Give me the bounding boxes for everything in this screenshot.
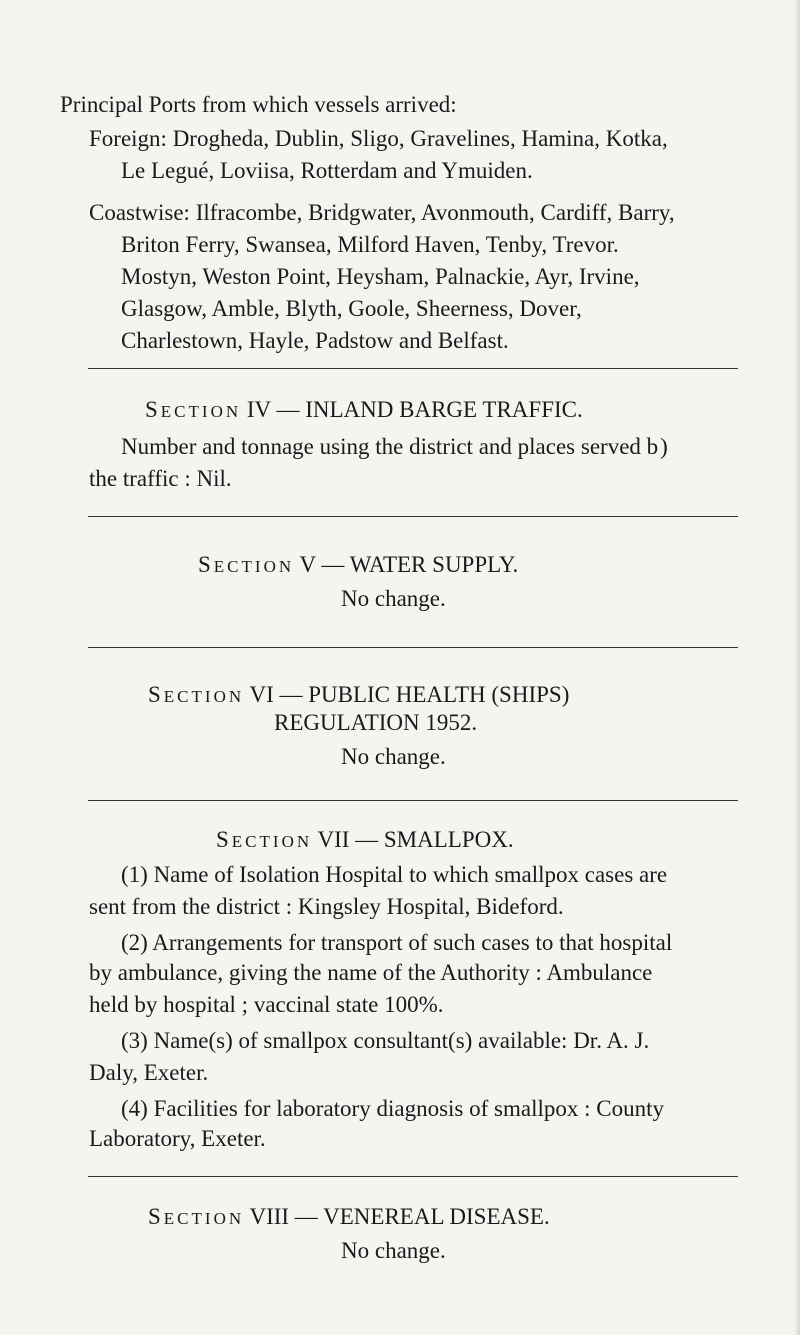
section-4-line-2: the traffic : Nil. xyxy=(89,466,232,491)
section-5-title: V — WATER SUPPLY. xyxy=(294,552,519,577)
divider xyxy=(88,516,738,517)
section-7-title: VII — SMALLPOX. xyxy=(312,827,514,852)
section-label-rest: ECTION xyxy=(160,402,242,421)
section-6-title-line-2: REGULATION 1952. xyxy=(274,710,478,735)
section-label-cap: S xyxy=(148,1204,164,1229)
section-label-rest: ECTION xyxy=(213,557,295,576)
section-8-title: VIII — VENEREAL DISEASE. xyxy=(244,1204,550,1229)
section-7-item-2-line-3: held by hospital ; vaccinal state 100%. xyxy=(89,992,444,1017)
section-4-heading xyxy=(145,395,583,427)
section-5-heading xyxy=(198,550,518,582)
coastwise-ports-line-1: Coastwise: Ilfracombe, Bridgwater, Avonmouth, Cardiff, Barry, xyxy=(89,200,675,225)
section-label-rest: ECTION xyxy=(163,687,245,706)
coastwise-ports-line-3: Mostyn, Weston Point, Heysham, Palnackie, Ayr, Irvine, xyxy=(121,264,640,289)
section-6-title: VI — PUBLIC HEALTH (SHIPS) xyxy=(244,682,570,707)
section-label-cap: S xyxy=(198,552,214,577)
divider xyxy=(88,647,738,648)
section-label-rest: ECTION xyxy=(231,832,313,851)
ports-heading: Principal Ports from which vessels arrived: xyxy=(60,92,457,117)
coastwise-ports-line-5: Charlestown, Hayle, Padstow and Belfast. xyxy=(121,328,509,353)
coastwise-ports-line-4: Glasgow, Amble, Blyth, Goole, Sheerness, Dover, xyxy=(121,296,582,321)
section-7-heading xyxy=(216,825,514,857)
foreign-ports-line-2: Le Legué, Loviisa, Rotterdam and Ymuiden. xyxy=(121,158,533,183)
page-edge-shadow xyxy=(794,0,800,1335)
section-7-item-2-line-2: by ambulance, giving the name of the Authority : Ambulance xyxy=(89,960,653,985)
section-4-title: IV — INLAND BARGE TRAFFIC. xyxy=(241,397,583,422)
section-4-line-1: Number and tonnage using the district and places served b ) xyxy=(121,434,668,459)
section-label-cap: S xyxy=(145,397,161,422)
section-5-line-1: No change. xyxy=(341,586,446,611)
section-7-item-4-line-2: Laboratory, Exeter. xyxy=(89,1126,266,1151)
section-7-item-3-line-1: (3) Name(s) of smallpox consultant(s) available: Dr. A. J. xyxy=(121,1028,650,1053)
divider xyxy=(88,800,738,801)
section-7-item-1-line-2: sent from the district : Kingsley Hospital, Bideford. xyxy=(89,894,564,919)
coastwise-ports-line-2: Briton Ferry, Swansea, Milford Haven, Tenby, Trevor. xyxy=(121,232,619,257)
section-7-item-3-line-2: Daly, Exeter. xyxy=(89,1060,209,1085)
section-6-line-1: No change. xyxy=(341,744,446,769)
section-7-item-1-line-1: (1) Name of Isolation Hospital to which smallpox cases are xyxy=(121,862,668,887)
section-7-item-4-line-1: (4) Facilities for laboratory diagnosis of smallpox : County xyxy=(121,1096,664,1121)
section-label-cap: S xyxy=(148,682,164,707)
section-label-rest: ECTION xyxy=(163,1209,245,1228)
section-7-item-2-line-1: (2) Arrangements for transport of such cases to that hospital xyxy=(121,930,673,955)
divider xyxy=(88,368,738,369)
foreign-ports-line-1: Foreign: Drogheda, Dublin, Sligo, Gravelines, Hamina, Kotka, xyxy=(89,126,668,151)
divider xyxy=(88,1176,738,1177)
section-8-heading xyxy=(148,1202,550,1234)
section-label-cap: S xyxy=(216,827,232,852)
section-8-line-1: No change. xyxy=(341,1238,446,1263)
